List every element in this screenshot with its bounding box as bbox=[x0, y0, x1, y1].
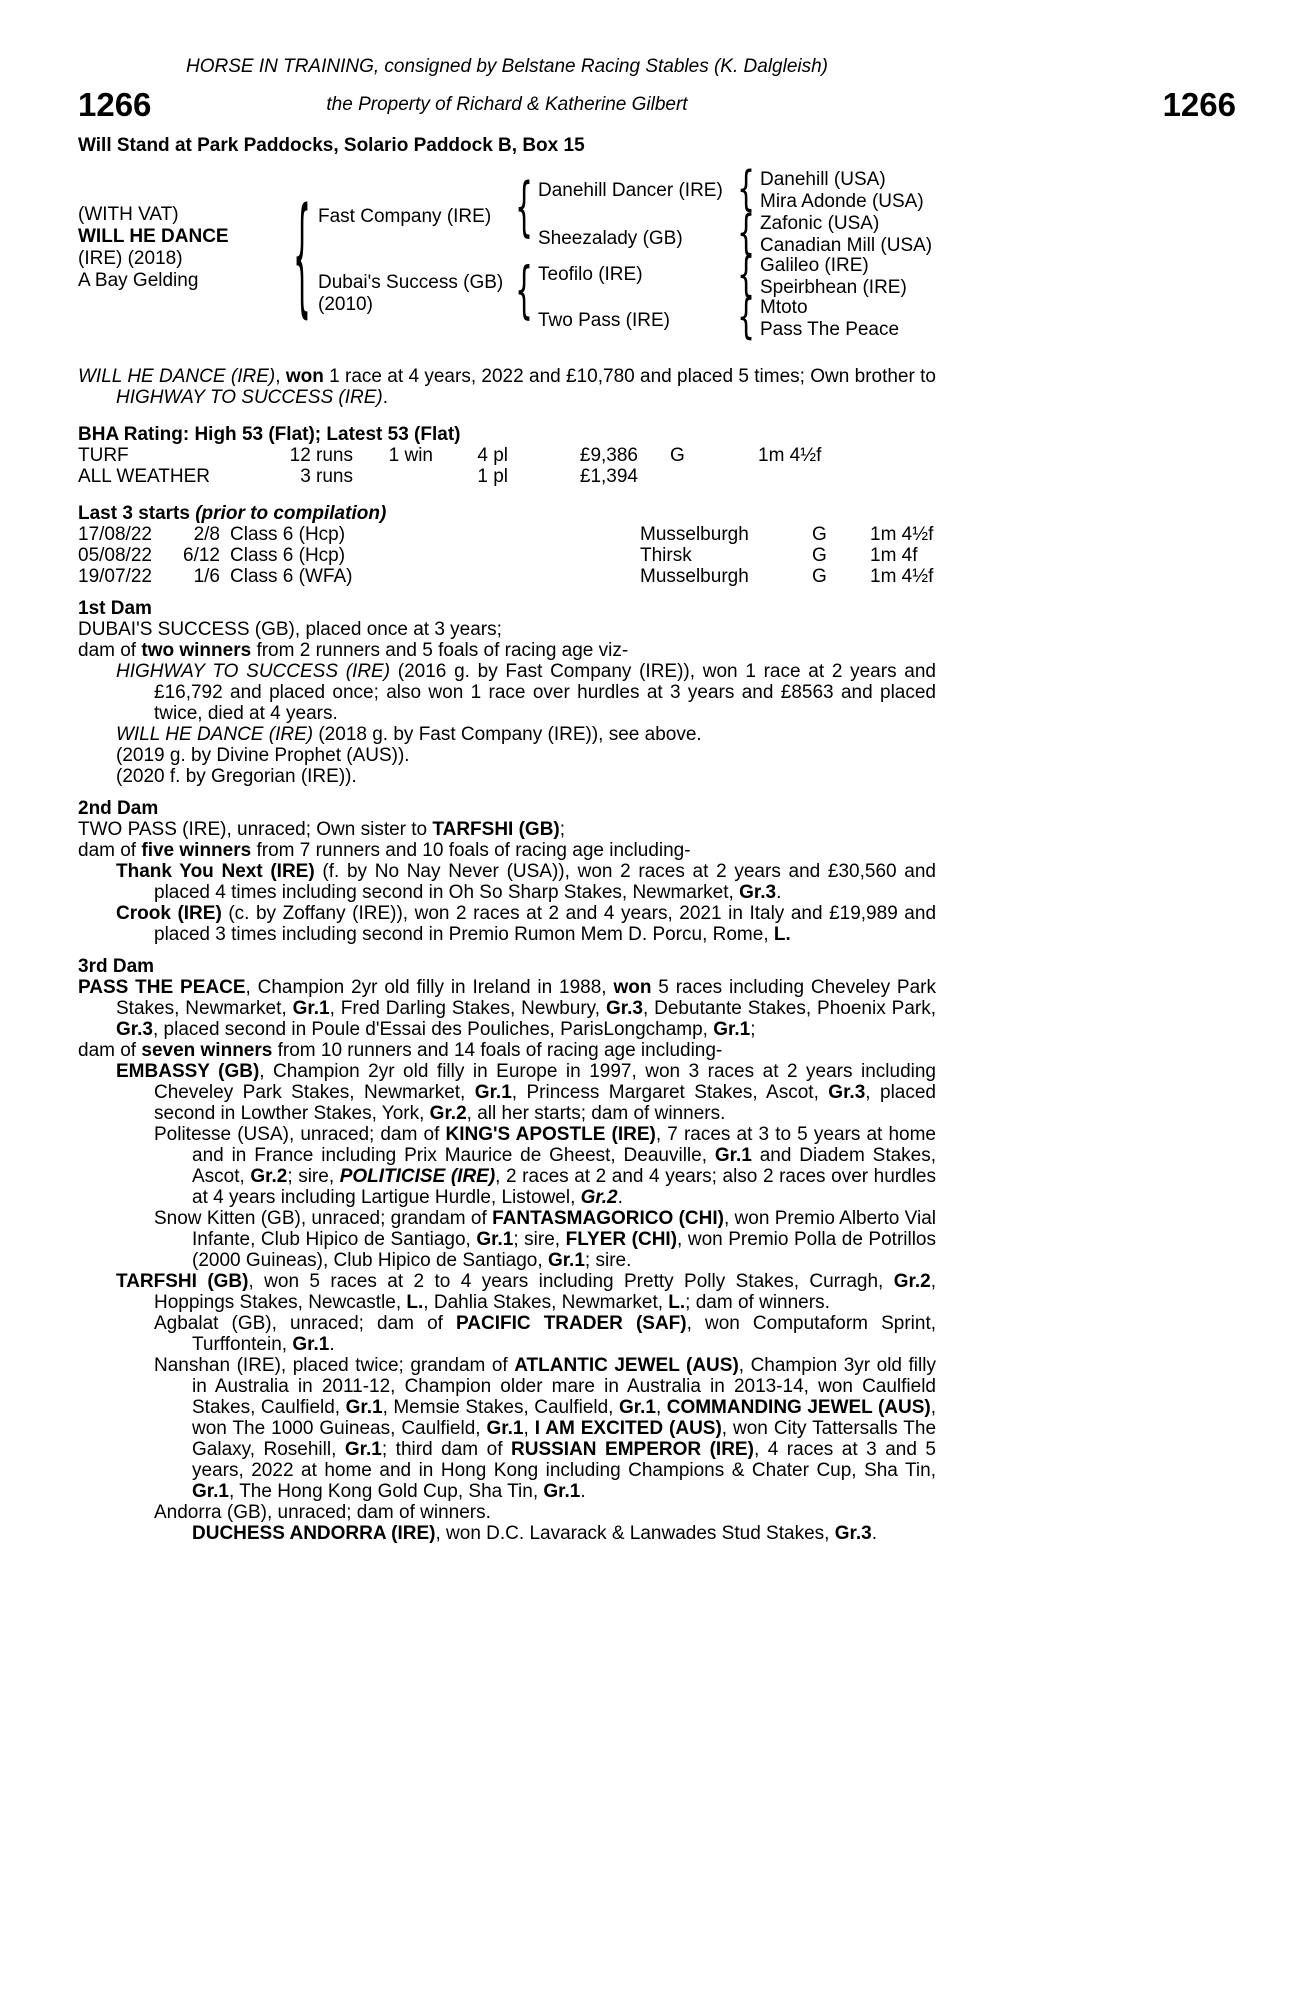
text-segment: . bbox=[617, 1187, 623, 1208]
dam-section-heading: 1st Dam bbox=[78, 598, 152, 619]
pedigree-brace-main bbox=[290, 179, 314, 332]
text-segment: Gr.2 bbox=[580, 1187, 618, 1208]
text-segment: , all her starts; dam of winners. bbox=[466, 1103, 726, 1124]
start-cell-pos: 6/12 bbox=[183, 545, 220, 566]
pedigree-paragraph bbox=[78, 861, 936, 903]
start-cell-distance: 1m 4½f bbox=[870, 524, 934, 545]
text-segment: L. bbox=[406, 1292, 424, 1313]
text-segment: Nanshan (IRE), placed twice; grandam of bbox=[154, 1355, 515, 1376]
text-segment: WILL HE DANCE (IRE) bbox=[116, 724, 314, 745]
text-segment: ; sire, bbox=[287, 1166, 340, 1187]
pedigree-paragraph bbox=[78, 840, 936, 861]
text-segment: (f. by No Nay Never (USA)), won 2 races at 2 years and £30,560 and placed 4 times including second in Oh So Sharp Stakes, Newmarket, bbox=[154, 861, 936, 903]
text-segment: Gr.3 bbox=[834, 1523, 872, 1544]
bha-cell-runs: 12 runs bbox=[289, 445, 353, 466]
text-segment: , 2 races at 2 and 4 years; also 2 races over hurdles at 4 years including Lartigue Hurdle, Listowel, bbox=[192, 1166, 936, 1208]
stand-location-line: Will Stand at Park Paddocks, Solario Paddock B, Box 15 bbox=[78, 135, 585, 156]
text-segment: Gr.1 bbox=[345, 1397, 383, 1418]
start-cell-date: 17/08/22 bbox=[78, 524, 152, 545]
text-segment: Snow Kitten (GB), unraced; grandam of bbox=[154, 1208, 493, 1229]
lot-number-right: 1266 bbox=[1162, 86, 1236, 123]
brace-icon: { bbox=[515, 168, 533, 245]
text-segment: two winners bbox=[141, 640, 252, 661]
text-segment: , Princess Margaret Stakes, Ascot, bbox=[511, 1082, 829, 1103]
bha-cell-earnings: £9,386 bbox=[579, 445, 638, 466]
pedigree-gp-sd-sire: Zafonic (USA) bbox=[760, 213, 880, 234]
pedigree-gp-dd-dam: Pass The Peace bbox=[760, 319, 900, 340]
text-segment: Gr.2 bbox=[250, 1166, 288, 1187]
text-segment: from 2 runners and 5 foals of racing age viz- bbox=[251, 640, 629, 661]
dam-section bbox=[78, 956, 936, 1544]
lot-row bbox=[78, 83, 1236, 127]
start-cell-going: G bbox=[812, 524, 827, 545]
pedigree-paragraph bbox=[78, 1313, 936, 1355]
race-record-summary bbox=[78, 366, 936, 408]
text-segment: ; sire, bbox=[513, 1229, 566, 1250]
text-segment: (2016 g. by Fast Company (IRE)), won 1 race at 2 years and £16,792 and placed once; also won 1 race over hurdles at 3 years and £8563 and placed twice, died at 4 years. bbox=[154, 661, 936, 724]
pedigree-gp-dd-sire: Mtoto bbox=[760, 297, 808, 318]
text-segment: , won D.C. Lavarack & Lanwades Stud Stakes, bbox=[435, 1523, 835, 1544]
text-segment: , Champion 3yr old filly in Australia in 2011-12, Champion older mare in Australia in 2013-14, won Caulfield Stakes, Caulfield, bbox=[192, 1355, 936, 1418]
text-segment: Gr.1 bbox=[192, 1481, 229, 1502]
bha-cell-wins: 1 win bbox=[388, 445, 433, 466]
text-segment: Gr.3 bbox=[739, 882, 777, 903]
start-cell-course: Musselburgh bbox=[640, 524, 749, 545]
text-segment: , Memsie Stakes, Caulfield, bbox=[382, 1397, 619, 1418]
pedigree-paragraph bbox=[78, 619, 936, 640]
text-segment: , Dahlia Stakes, Newmarket, bbox=[423, 1292, 669, 1313]
start-row bbox=[78, 566, 936, 587]
start-cell-course: Musselburgh bbox=[640, 566, 749, 587]
text-segment: (prior to compilation) bbox=[195, 503, 387, 524]
bha-rating-block bbox=[78, 424, 936, 487]
start-cell-cls: Class 6 (Hcp) bbox=[230, 524, 346, 545]
text-segment: HIGHWAY TO SUCCESS (IRE) bbox=[116, 387, 383, 408]
bha-cell-surface: ALL WEATHER bbox=[78, 466, 210, 487]
text-segment: Gr.1 bbox=[713, 1019, 751, 1040]
text-segment: L. bbox=[773, 924, 791, 945]
text-segment: Thank You Next (IRE) bbox=[116, 861, 315, 882]
text-segment: ATLANTIC JEWEL (AUS) bbox=[514, 1355, 739, 1376]
text-segment: HIGHWAY TO SUCCESS (IRE) bbox=[116, 661, 391, 682]
pedigree-paragraph bbox=[78, 1502, 936, 1523]
bha-cell-places: 4 pl bbox=[477, 445, 508, 466]
text-segment: . bbox=[776, 882, 782, 903]
pedigree-paragraph bbox=[78, 1124, 936, 1208]
bha-cell-distance: 1m 4½f bbox=[758, 445, 822, 466]
dam-section-heading: 2nd Dam bbox=[78, 798, 159, 819]
text-segment: seven winners bbox=[141, 1040, 273, 1061]
text-segment: Gr.1 bbox=[543, 1481, 581, 1502]
pedigree-brace-sire bbox=[512, 168, 536, 245]
text-segment: , bbox=[523, 1418, 535, 1439]
start-cell-cls: Class 6 (WFA) bbox=[230, 566, 353, 587]
text-segment: Crook (IRE) bbox=[116, 903, 222, 924]
pedigree-dam-year: (2010) bbox=[318, 294, 373, 315]
text-segment: dam of bbox=[78, 1040, 142, 1061]
pedigree-gp-ds-sire: Galileo (IRE) bbox=[760, 255, 869, 276]
dam-sections bbox=[78, 598, 1236, 1544]
start-cell-pos: 1/6 bbox=[193, 566, 220, 587]
text-segment: ; sire. bbox=[584, 1250, 632, 1271]
text-segment: (2020 f. by Gregorian (IRE)). bbox=[116, 766, 357, 787]
start-cell-going: G bbox=[812, 566, 827, 587]
text-segment: , won Premio Alberto Vial Infante, Club Hipico de Santiago, bbox=[192, 1208, 936, 1250]
text-segment: , Hoppings Stakes, Newcastle, bbox=[154, 1271, 936, 1313]
pedigree-brace-gp4 bbox=[734, 288, 758, 345]
text-segment: Gr.3 bbox=[828, 1082, 866, 1103]
brace-icon: { bbox=[293, 179, 311, 332]
text-segment: FLYER (CHI) bbox=[565, 1229, 678, 1250]
text-segment: PASS THE PEACE bbox=[78, 977, 246, 998]
bha-cell-earnings: £1,394 bbox=[579, 466, 638, 487]
pedigree-sire-dam: Sheezalady (GB) bbox=[538, 228, 683, 249]
text-segment: Politesse (USA), unraced; dam of bbox=[154, 1124, 446, 1145]
pedigree-gp-ss-sire: Danehill (USA) bbox=[760, 169, 886, 190]
pedigree-paragraph bbox=[78, 903, 936, 945]
text-segment: . bbox=[382, 387, 389, 408]
horse-suffix: (IRE) (2018) bbox=[78, 248, 183, 269]
pedigree-paragraph bbox=[78, 1271, 936, 1313]
text-segment: L. bbox=[668, 1292, 686, 1313]
bha-cell-runs: 3 runs bbox=[300, 466, 353, 487]
text-segment: from 7 runners and 10 foals of racing age including- bbox=[251, 840, 691, 861]
text-segment: Gr.1 bbox=[292, 1334, 330, 1355]
text-segment: , bbox=[275, 366, 286, 387]
text-segment: ; third dam of bbox=[381, 1439, 511, 1460]
text-segment: five winners bbox=[141, 840, 252, 861]
pedigree-gp-ss-dam: Mira Adonde (USA) bbox=[760, 191, 924, 212]
text-segment: RUSSIAN EMPEROR (IRE) bbox=[511, 1439, 754, 1460]
brace-icon: { bbox=[737, 160, 755, 217]
text-segment: Gr.2 bbox=[893, 1271, 931, 1292]
text-segment: Gr.1 bbox=[344, 1439, 382, 1460]
pedigree-gp-sd-dam: Canadian Mill (USA) bbox=[760, 235, 933, 256]
text-segment: . bbox=[871, 1523, 877, 1544]
bha-row bbox=[78, 445, 936, 466]
text-segment: 1 race at 4 years, 2022 and £10,780 and placed 5 times; Own brother to bbox=[323, 366, 936, 387]
pedigree-paragraph bbox=[78, 1523, 936, 1544]
text-segment: TARFSHI (GB) bbox=[432, 819, 560, 840]
pedigree-brace-dam bbox=[512, 253, 536, 327]
text-segment: , won Premio Polla de Potrillos (2000 Guineas), Club Hipico de Santiago, bbox=[192, 1229, 936, 1271]
text-segment: ; bbox=[559, 819, 566, 840]
text-segment: Agbalat (GB), unraced; dam of bbox=[154, 1313, 457, 1334]
text-segment: , won City Tattersalls The Galaxy, Rosehill, bbox=[192, 1418, 937, 1460]
pedigree-paragraph bbox=[78, 745, 936, 766]
text-segment: (2019 g. by Divine Prophet (AUS)). bbox=[116, 745, 410, 766]
brace-icon: { bbox=[515, 253, 533, 327]
pedigree-paragraph bbox=[78, 977, 936, 1040]
text-segment: Gr.1 bbox=[476, 1229, 514, 1250]
pedigree-paragraph bbox=[78, 1061, 936, 1124]
start-cell-going: G bbox=[812, 545, 827, 566]
text-segment: , Debutante Stakes, Phoenix Park, bbox=[642, 998, 936, 1019]
brace-icon: { bbox=[737, 288, 755, 345]
start-row bbox=[78, 524, 936, 545]
text-segment: TARFSHI (GB) bbox=[116, 1271, 249, 1292]
horse-name: WILL HE DANCE bbox=[78, 226, 229, 247]
horse-description: A Bay Gelding bbox=[78, 270, 199, 291]
text-segment: WILL HE DANCE (IRE) bbox=[78, 366, 276, 387]
text-segment: (c. by Zoffany (IRE)), won 2 races at 2 and 4 years, 2021 in Italy and £19,989 and placed 3 times including second in Premio Rumon Mem D. Porcu, Rome, bbox=[154, 903, 937, 945]
text-segment: won bbox=[613, 977, 652, 998]
pedigree-paragraph bbox=[78, 819, 936, 840]
text-segment: I AM EXCITED (AUS) bbox=[534, 1418, 722, 1439]
pedigree-dam: Dubai's Success (GB) bbox=[318, 272, 504, 293]
text-segment: , placed second in Poule d'Essai des Pouliches, ParisLongchamp, bbox=[152, 1019, 714, 1040]
consignor-line: HORSE IN TRAINING, consigned by Belstane Racing Stables (K. Dalgleish) bbox=[185, 56, 829, 77]
text-segment: Andorra (GB), unraced; dam of winners. bbox=[154, 1502, 491, 1523]
text-segment: ; dam of winners. bbox=[685, 1292, 830, 1313]
text-segment: Gr.1 bbox=[618, 1397, 656, 1418]
bha-cell-places: 1 pl bbox=[477, 466, 508, 487]
text-segment: ; bbox=[750, 1019, 756, 1040]
start-cell-date: 19/07/22 bbox=[78, 566, 152, 587]
text-segment: , bbox=[655, 1397, 667, 1418]
pedigree-tree bbox=[78, 160, 1018, 346]
text-segment: , 4 races at 3 and 5 years, 2022 at home and in Hong Kong including Champions & Chater Cup, Sha Tin, bbox=[192, 1439, 936, 1481]
start-cell-pos: 2/8 bbox=[193, 524, 220, 545]
pedigree-dam-sire: Teofilo (IRE) bbox=[538, 264, 643, 285]
pedigree-paragraph bbox=[78, 640, 936, 661]
bha-row bbox=[78, 466, 936, 487]
text-segment: Gr.1 bbox=[714, 1145, 752, 1166]
brace-icon: { bbox=[737, 204, 755, 261]
pedigree-dam-dam: Two Pass (IRE) bbox=[538, 310, 670, 331]
text-segment: , won The 1000 Guineas, Caulfield, bbox=[192, 1397, 936, 1439]
text-segment: , placed second in Lowther Stakes, York, bbox=[154, 1082, 936, 1124]
text-segment: won bbox=[285, 366, 324, 387]
text-segment: EMBASSY (GB) bbox=[116, 1061, 260, 1082]
text-segment: COMMANDING JEWEL (AUS) bbox=[666, 1397, 931, 1418]
vat-note: (WITH VAT) bbox=[78, 204, 179, 225]
text-segment: Gr.1 bbox=[292, 998, 330, 1019]
start-row bbox=[78, 545, 936, 566]
dam-section bbox=[78, 798, 936, 945]
last-starts-heading bbox=[78, 503, 936, 524]
text-segment: , Champion 2yr old filly in Ireland in 1988, bbox=[245, 977, 614, 998]
dam-section bbox=[78, 598, 936, 787]
bha-rating-heading: BHA Rating: High 53 (Flat); Latest 53 (Flat) bbox=[78, 424, 461, 445]
start-cell-course: Thirsk bbox=[640, 545, 692, 566]
text-segment: . bbox=[580, 1481, 586, 1502]
start-cell-cls: Class 6 (Hcp) bbox=[230, 545, 346, 566]
text-segment: FANTASMAGORICO (CHI) bbox=[492, 1208, 724, 1229]
pedigree-sire-sire: Danehill Dancer (IRE) bbox=[538, 180, 723, 201]
dam-section-heading: 3rd Dam bbox=[78, 956, 155, 977]
text-segment: DUCHESS ANDORRA (IRE) bbox=[192, 1523, 436, 1544]
text-segment: DUBAI'S SUCCESS (GB), placed once at 3 years; bbox=[78, 619, 502, 640]
text-segment: Gr.2 bbox=[429, 1103, 467, 1124]
text-segment: dam of bbox=[78, 640, 142, 661]
pedigree-paragraph bbox=[78, 1040, 936, 1061]
text-segment: , won 5 races at 2 to 4 years including Pretty Polly Stakes, Curragh, bbox=[248, 1271, 894, 1292]
text-segment: from 10 runners and 14 foals of racing age including- bbox=[272, 1040, 723, 1061]
starts-table-body bbox=[78, 524, 936, 587]
text-segment: PACIFIC TRADER (SAF) bbox=[456, 1313, 687, 1334]
pedigree-paragraph bbox=[78, 661, 936, 724]
text-segment: and Diadem Stakes, Ascot, bbox=[192, 1145, 937, 1187]
text-segment: , The Hong Kong Gold Cup, Sha Tin, bbox=[228, 1481, 544, 1502]
pedigree-paragraph bbox=[78, 1208, 936, 1271]
bha-cell-going: G bbox=[670, 445, 685, 466]
text-segment: dam of bbox=[78, 840, 142, 861]
pedigree-gp-ds-dam: Speirbhean (IRE) bbox=[760, 277, 907, 298]
start-cell-date: 05/08/22 bbox=[78, 545, 152, 566]
start-cell-distance: 1m 4½f bbox=[870, 566, 934, 587]
bha-table-body bbox=[78, 445, 936, 487]
text-segment: , Fred Darling Stakes, Newbury, bbox=[329, 998, 606, 1019]
brace-icon: { bbox=[737, 246, 755, 303]
pedigree-sire: Fast Company (IRE) bbox=[318, 206, 492, 227]
bha-cell-wins bbox=[353, 466, 433, 487]
text-segment: Gr.1 bbox=[547, 1250, 585, 1271]
text-segment: . bbox=[329, 1334, 335, 1355]
pedigree-paragraph bbox=[78, 724, 936, 745]
pedigree-paragraph bbox=[78, 766, 936, 787]
bha-cell-distance bbox=[758, 466, 936, 487]
text-segment: Gr.3 bbox=[116, 1019, 153, 1040]
text-segment: , 7 races at 3 to 5 years at home and in France including Prix Maurice de Gheest, Deauville, bbox=[192, 1124, 936, 1166]
text-segment: , Champion 2yr old filly in Europe in 1997, won 3 races at 2 years including Cheveley Park Stakes, Newmarket, bbox=[154, 1061, 936, 1103]
lot-number-left: 1266 bbox=[78, 86, 152, 123]
text-segment: Gr.3 bbox=[605, 998, 643, 1019]
text-segment: Gr.1 bbox=[474, 1082, 512, 1103]
text-segment: 5 races including Cheveley Park Stakes, Newmarket, bbox=[116, 977, 936, 1019]
text-segment: TWO PASS (IRE), unraced; Own sister to bbox=[78, 819, 433, 840]
bha-cell-surface: TURF bbox=[78, 445, 129, 466]
text-segment: , won Computaform Sprint, Turffontein, bbox=[192, 1313, 937, 1355]
text-segment: KING'S APOSTLE (IRE) bbox=[445, 1124, 656, 1145]
last-starts-block bbox=[78, 503, 936, 587]
property-line: the Property of Richard & Katherine Gilbert bbox=[326, 94, 688, 115]
text-segment: (2018 g. by Fast Company (IRE)), see above. bbox=[313, 724, 702, 745]
text-segment: Gr.1 bbox=[486, 1418, 524, 1439]
text-segment: Last 3 starts bbox=[78, 503, 196, 524]
start-cell-distance: 1m 4f bbox=[870, 545, 918, 566]
bha-cell-going bbox=[638, 466, 758, 487]
text-segment: POLITICISE (IRE) bbox=[339, 1166, 496, 1187]
pedigree-paragraph bbox=[78, 1355, 936, 1502]
